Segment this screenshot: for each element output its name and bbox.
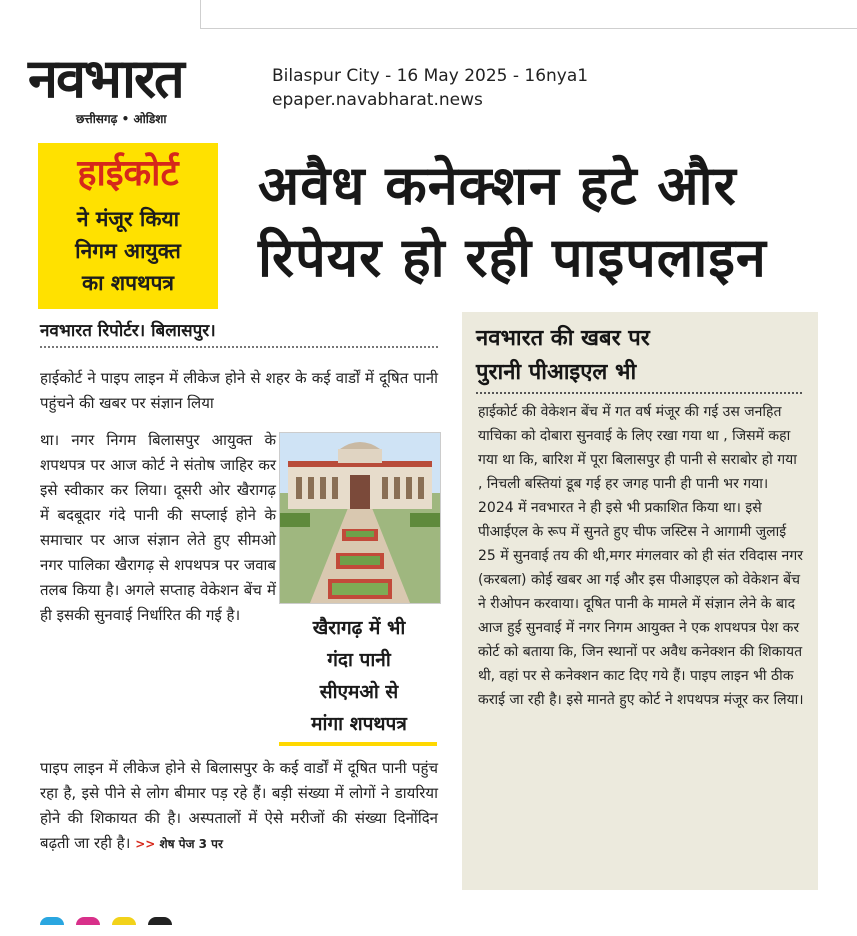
kicker-text [38, 203, 218, 299]
inset-line: मांगा शपथपत्र [311, 713, 407, 735]
article-para2-text: पाइप लाइन में लीकेज होने से बिलासपुर के कई वार्डों में दूषित पानी पहुंच रहा है, इसे पीने से लोग बीमार पड़ रहे हैं। बड़ी संख्या में लोगों ने डायरिया होने की शिकायत की है। अस्पतालों में ऐसे मरीजों की संख्या दिनोंदिन बढ़ती जा रही है। [40, 759, 438, 852]
headline [258, 150, 838, 294]
kicker-line: निगम आयुक्त [75, 239, 181, 263]
article-para2 [40, 756, 438, 857]
inset-line: गंदा पानी [327, 649, 391, 671]
kicker-big: हाईकोर्ट [77, 153, 179, 194]
browser-tab-edge [200, 0, 857, 29]
magenta-mark [76, 917, 100, 925]
headline-line-2: रिपेयर हो रही पाइपलाइन [258, 226, 767, 289]
continued-arrow: >> [135, 837, 156, 851]
continued-note [135, 837, 223, 851]
edition-info [272, 64, 588, 112]
black-mark [148, 917, 172, 925]
logo-title: नवभारत [28, 47, 183, 110]
logo-subtitle: छत्तीसगढ़ • ओडिशा [76, 112, 167, 126]
sidebar-divider [476, 392, 802, 394]
headline-line-1: अवैध कनेक्शन हटे और [258, 154, 737, 217]
kicker-line: का शपथपत्र [81, 271, 175, 295]
inset-line: खैरागढ़ में भी [312, 617, 406, 639]
sidebar-title-line: नवभारत की खबर पर [476, 326, 650, 351]
epaper-url: epaper.navabharat.news [272, 90, 483, 110]
high-court-photo [279, 432, 441, 604]
kicker-box [38, 143, 218, 309]
inset-underline [279, 742, 437, 746]
byline: नवभारत रिपोर्टर। बिलासपुर। [40, 321, 216, 341]
byline-divider [40, 346, 438, 348]
sidebar-title-line: पुरानी पीआइएल भी [476, 360, 637, 385]
sidebar-box [462, 312, 818, 890]
article-para1-top: हाईकोर्ट ने पाइप लाइन में लीकेज होने से शहर के कई वार्डों में दूषित पानी पहुंचने की खबर पर संज्ञान लिया [40, 369, 438, 412]
cyan-mark [40, 917, 64, 925]
yellow-mark [112, 917, 136, 925]
inset-headline [279, 612, 439, 740]
article-para1-wrap: था। नगर निगम बिलासपुर आयुक्त के शपथपत्र पर आज कोर्ट ने संतोष जाहिर कर इसे स्वीकार कर लिया। दूसरी ओर खैरागढ़ में बदबूदार गंदे पानी की सप्लाई होने के समाचार पर आज संज्ञान लेते हुए सीमओ नगर पालिका खैरागढ़ से शपथपत्र पर जवाब तलब किया है। अगले सप्ताह वेकेशन बेंच में ही इसकी सुनवाई निर्धारित की गई है। [40, 431, 276, 624]
continued-text: शेष पेज 3 पर [159, 837, 223, 851]
sidebar-title [476, 322, 806, 390]
newspaper-logo [28, 47, 246, 128]
sidebar-body: हाईकोर्ट की वेकेशन बेंच में गत वर्ष मंजूर की गई उस जनहित याचिका को दोबारा सुनवाई के लिए रखा गया था , जिसमें कहा गया था कि, बारिश में पूरा बिलासपुर ही पानी से सराबोर हो गया , निचली बस्तियां डूब गई हर जगह पानी ही पानी भर गया। 2024 में नवभारत ने ही इसे भी प्रकाशित किया था। इसे पीआईएल के रूप में सुनते हुए चीफ जस्टिस ने आगामी जुलाई 25 में सुनवाई तय की थी,मगर मंगलवार को ही संत रविदास नगर (करबला) कोई खबर आ गई और इस पीआइएल को वेकेशन बेंच ने रीओपन करवाया। दूषित पानी के मामले में संज्ञान लेने के बाद आज हुई सुनवाई में नगर निगम आयुक्त ने एक शपथपत्र पेश कर कोर्ट को बताया कि, जिन स्थानों पर अवैध कनेक्शन की शिकायत थी, वहां पर से कनेक्शन काट दिए गये हैं। पाइप लाइन भी ठीक कराई जा रही है। इसे मानते हुए कोर्ट ने शपथपत्र मंजूर कर लिया। [478, 404, 804, 708]
edition-line: Bilaspur City - 16 May 2025 - 16nya1 [272, 66, 589, 86]
kicker-line: ने मंजूर किया [76, 207, 180, 231]
high-court-illustration [280, 433, 440, 603]
inset-line: सीएमओ से [319, 681, 399, 703]
print-registration-marks [40, 910, 200, 920]
top-strip [0, 0, 857, 30]
